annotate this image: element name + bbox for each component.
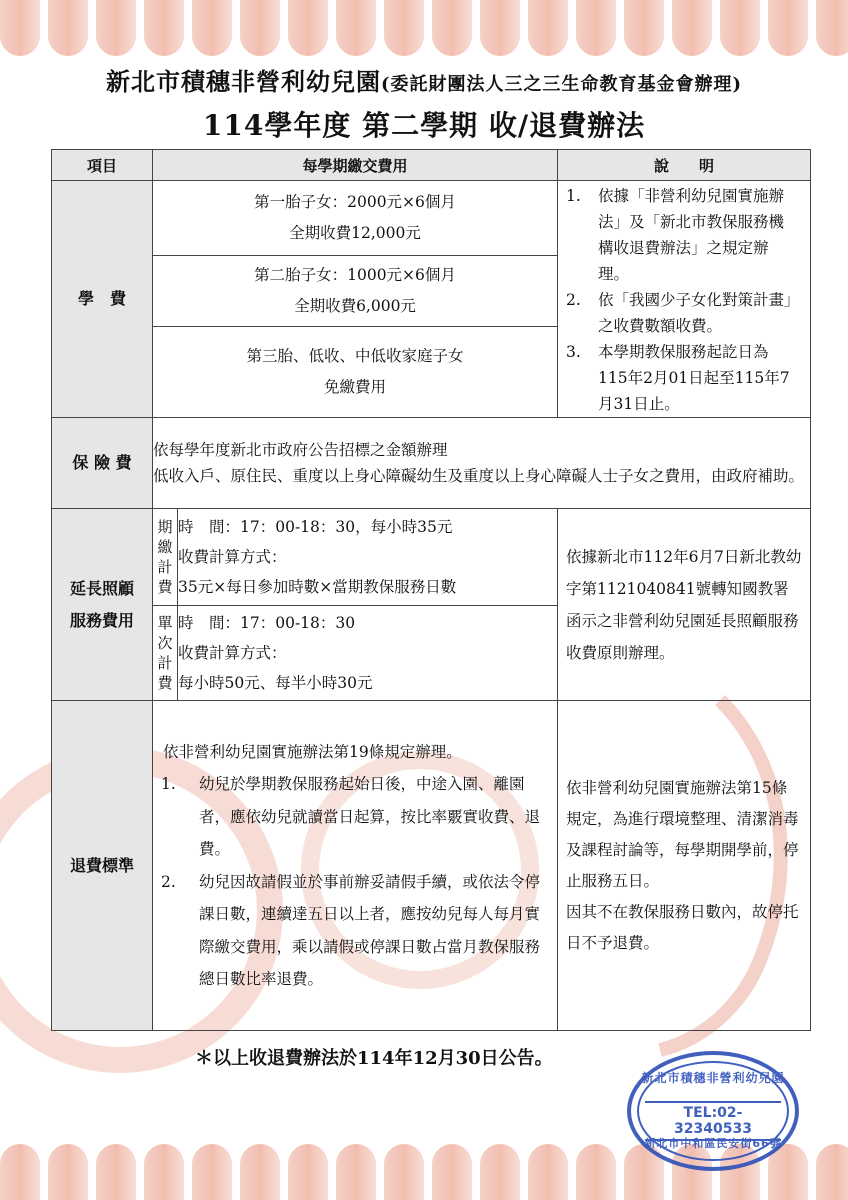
extended-care-label: 延長照顧 服務費用: [52, 509, 153, 701]
periodic-billing-details: 時 間：17：00-18：30，每小時35元 收費計算方式： 35元×每日參加時數×當期教保服務日數: [178, 509, 558, 606]
tuition-fee-third-child: 第三胎、低收、中低收家庭子女 免繳費用: [153, 326, 558, 417]
refund-notes: 依非營利幼兒園實施辦法第15條規定，為進行環境整理、清潔消毒及課程討論等，每學期開學前，停止服務五日。 因其不在教保服務日數內，故停托日不予退費。: [558, 701, 811, 1031]
periodic-billing-label: 期繳計費: [153, 509, 178, 606]
single-billing-label: 單次計費: [153, 606, 178, 701]
refund-rules: 依非營利幼兒園實施辦法第19條規定辦理。 1. 幼兒於學期教保服務起始日後，中途入園、離園者，應依幼兒就讀當日起算，按比率覈實收費、退費。 2. 幼兒因故請假並於事前辦妥請假手續，或依法令停課日數，連續達五日以上者，應按幼兒每人每月實際繳交費用，乘以請假或停課日數占當月教保服務總日數比率退費。: [153, 701, 558, 1031]
top-decorative-band: [0, 0, 848, 56]
table-header-row: [52, 150, 811, 181]
tuition-fee-second-child: 第二胎子女：1000元×6個月 全期收費6,000元: [153, 255, 558, 326]
school-seal-stamp: 新北市積穗非營利幼兒園 TEL:02-32340533 新北市中和區民安街66號: [627, 1051, 799, 1171]
header-item: 項目: [52, 150, 153, 181]
header-notes: 說 明: [558, 150, 811, 181]
list-item: 2. 幼兒因故請假並於事前辦妥請假手續，或依法令停課日數，連續達五日以上者，應按幼兒每人每月實際繳交費用，乘以請假或停課日數占當月教保服務總日數比率退費。: [161, 872, 541, 988]
list-item: 1. 依據「非營利幼兒園實施辦法」及「新北市教保服務機構收退費辦法」之規定辦理。: [566, 187, 785, 283]
insurance-description: 依每學年度新北市政府公告招標之金額辦理 低收入戶、原住民、重度以上身心障礙幼生及重度以上身心障礙人士子女之費用，由政府補助。: [153, 418, 811, 509]
refund-label: 退費標準: [52, 701, 153, 1031]
tuition-label: 學 費: [52, 181, 153, 418]
tuition-notes: [558, 181, 811, 418]
list-item: 2. 依「我國少子女化對策計畫」之收費數額收費。: [566, 291, 792, 335]
list-item: 3. 本學期教保服務起訖日為115年2月01日起至115年7月31日止。: [566, 343, 790, 413]
header-fees: 每學期繳交費用: [153, 150, 558, 181]
fee-table: [51, 149, 811, 1031]
single-billing-details: 時 間：17：00-18：30 收費計算方式： 每小時50元、每半小時30元: [178, 606, 558, 701]
page-subtitle: 114學年度 第二學期 收/退費辦法: [202, 109, 646, 142]
page-title: 新北市積穗非營利幼兒園(委託財團法人三之三生命教育基金會辦理): [105, 67, 743, 96]
extended-care-note: 依據新北市112年6月7日新北教幼字第1121040841號轉知國教署函示之非營利幼兒園延長照顧服務收費原則辦理。: [558, 509, 811, 701]
insurance-label: 保 險 費: [52, 418, 153, 509]
list-item: 1. 幼兒於學期教保服務起始日後，中途入園、離園者，應依幼兒就讀當日起算，按比率覈實收費、退費。: [161, 775, 541, 858]
tuition-fee-first-child: 第一胎子女：2000元×6個月 全期收費12,000元: [153, 181, 558, 256]
announcement-footer: ＊以上收退費辦法於114年12月30日公告。: [195, 1048, 553, 1069]
